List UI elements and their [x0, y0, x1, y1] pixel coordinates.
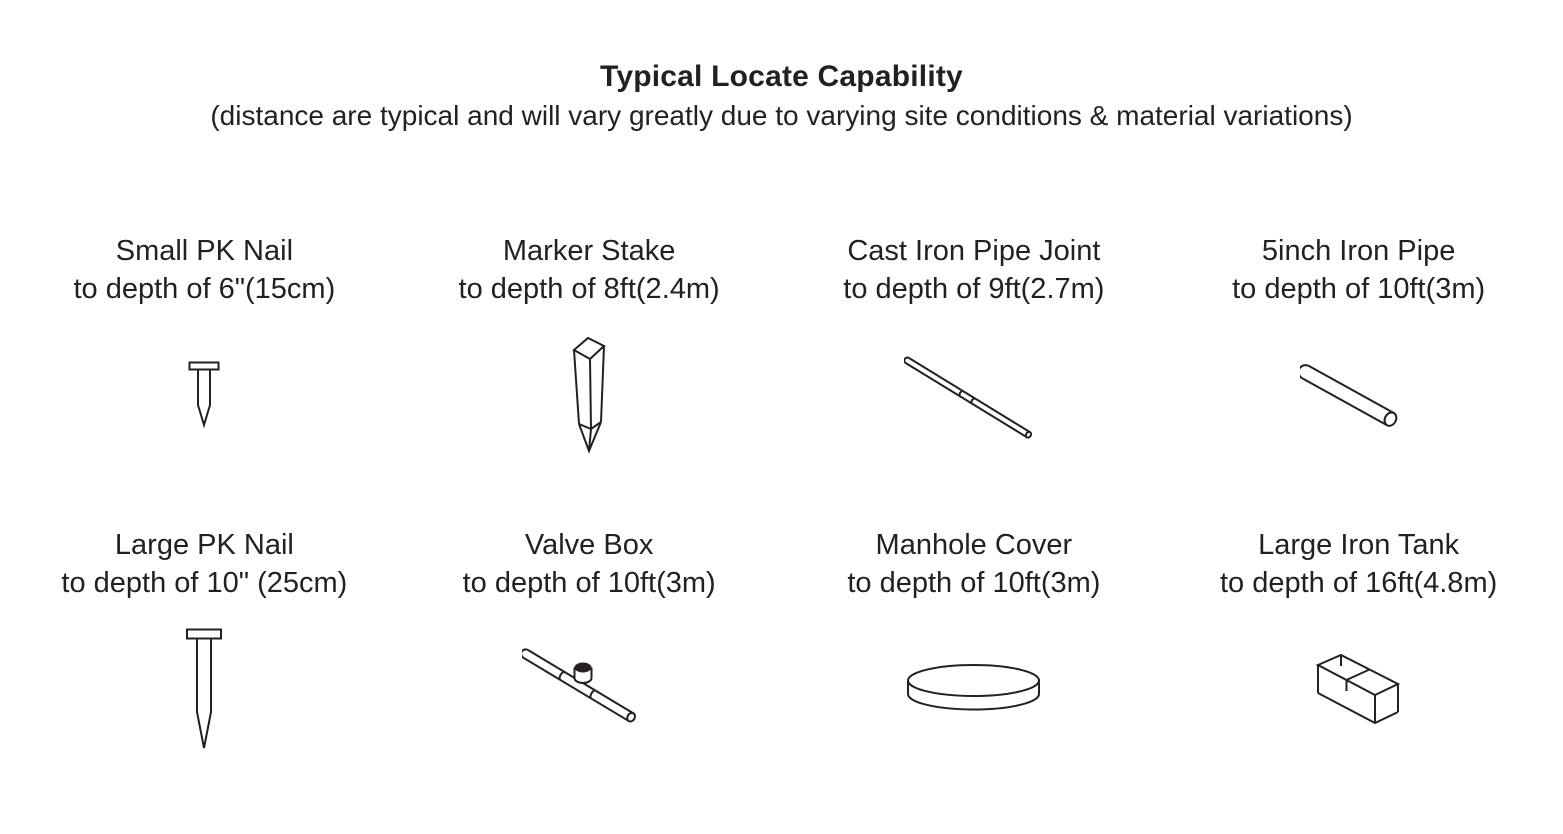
large-iron-tank-icon — [1316, 653, 1402, 727]
locate-item-small-pk-nail — [12, 232, 397, 470]
item-name: Manhole Cover — [875, 529, 1073, 561]
item-name: Cast Iron Pipe Joint — [847, 235, 1101, 267]
icon-area — [1166, 320, 1551, 470]
page-title: Typical Locate Capability — [600, 60, 963, 93]
item-depth: to depth of 6"(15cm) — [73, 273, 336, 305]
page-subtitle: (distance are typical and will vary greatly due to varying site conditions & material variations) — [210, 100, 1353, 131]
locate-item-marker-stake — [397, 232, 782, 470]
item-name: Marker Stake — [502, 235, 676, 267]
locate-grid-row-2 — [0, 526, 1563, 770]
manhole-cover-icon — [905, 663, 1043, 717]
large-pk-nail-icon — [186, 628, 222, 752]
item-name: Valve Box — [524, 529, 654, 561]
item-depth: to depth of 8ft(2.4m) — [458, 273, 720, 305]
icon-area — [782, 320, 1167, 470]
cast-iron-pipe-joint-icon — [904, 349, 1044, 441]
valve-box-icon — [522, 641, 656, 739]
icon-area — [1166, 610, 1551, 770]
locate-item-manhole-cover — [782, 526, 1167, 770]
item-name: Small PK Nail — [115, 235, 294, 267]
item-name: Large PK Nail — [114, 529, 294, 561]
locate-item-large-iron-tank — [1166, 526, 1551, 770]
icon-area — [397, 320, 782, 470]
icon-area — [12, 320, 397, 470]
item-depth: to depth of 9ft(2.7m) — [843, 273, 1105, 305]
item-depth: to depth of 10ft(3m) — [462, 567, 716, 599]
item-name: Large Iron Tank — [1258, 529, 1460, 561]
header — [0, 0, 1563, 136]
item-name: 5inch Iron Pipe — [1261, 235, 1456, 267]
iron-pipe-icon — [1300, 359, 1418, 431]
marker-stake-icon — [572, 335, 606, 455]
icon-area — [397, 610, 782, 770]
item-depth: to depth of 10ft(3m) — [1232, 273, 1486, 305]
locate-item-cast-iron-pipe-joint — [782, 232, 1167, 470]
item-depth: to depth of 10ft(3m) — [847, 567, 1101, 599]
icon-area — [12, 610, 397, 770]
item-depth: to depth of 16ft(4.8m) — [1219, 567, 1498, 599]
item-depth: to depth of 10" (25cm) — [61, 567, 348, 599]
locate-item-valve-box — [397, 526, 782, 770]
icon-area — [782, 610, 1167, 770]
locate-item-large-pk-nail — [12, 526, 397, 770]
small-pk-nail-icon — [188, 361, 220, 429]
locate-item-5inch-iron-pipe — [1166, 232, 1551, 470]
locate-grid-row-1 — [0, 232, 1563, 470]
